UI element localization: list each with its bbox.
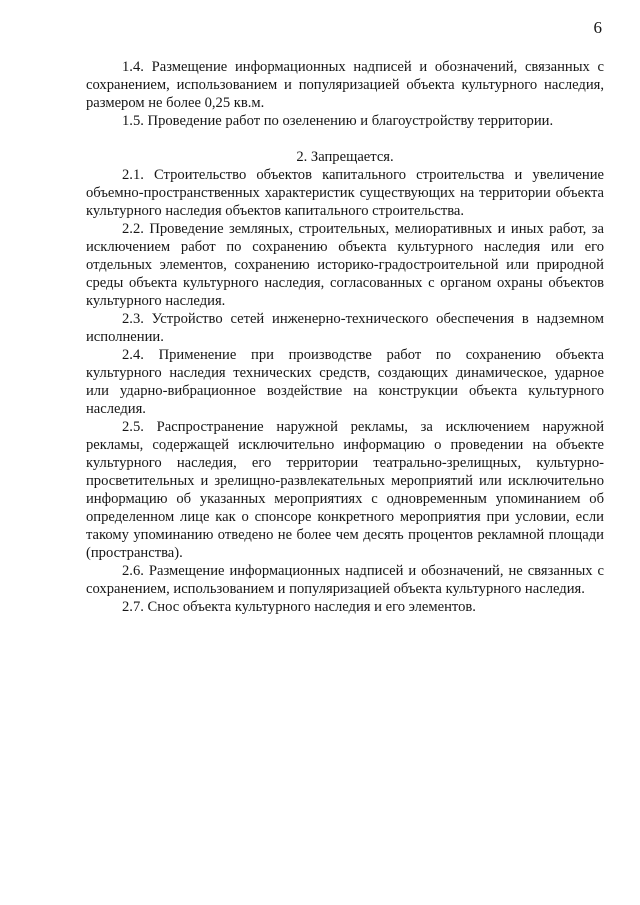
- paragraph-2-4: 2.4. Применение при производстве работ по сохранению объекта культурного наследия технических средств, создающих динамическое, ударное или ударно-вибрационное воздействие на конструкции объекта культурного наследия.: [86, 347, 604, 417]
- document-body: [86, 58, 604, 616]
- paragraph-2-1: 2.1. Строительство объектов капитального строительства и увеличение объемно-пространственных характеристик существующих на территории объекта культурного наследия объектов капитального строительства.: [86, 167, 604, 219]
- paragraph-1-5: 1.5. Проведение работ по озеленению и благоустройству территории.: [122, 113, 554, 129]
- page-number: 6: [593, 18, 602, 37]
- paragraph-2-5: 2.5. Распространение наружной рекламы, за исключением наружной рекламы, содержащей исключительно информацию о проведении на объекте культурного наследия, его территории театрально-зрелищных, культурно-просветительных и зрелищно-развлекательных мероприятий или исключительно информацию об указанных мероприятиях с одновременным упоминанием об определенном лице как о спонсоре конкретного мероприятия при условии, если такому упоминанию отведено не более чем десять процентов рекламной площади (пространства).: [86, 419, 604, 561]
- paragraph-2-2: 2.2. Проведение земляных, строительных, мелиоративных и иных работ, за исключением работ по сохранению объекта культурного наследия или его отдельных элементов, сохранению историко-градостроительной или природной среды объекта культурного наследия, согласованных с органом охраны объектов культурного наследия.: [86, 221, 604, 309]
- paragraph-2-7: 2.7. Снос объекта культурного наследия и его элементов.: [122, 599, 476, 615]
- paragraph-1-4: 1.4. Размещение информационных надписей и обозначений, связанных с сохранением, использованием и популяризацией объекта культурного наследия, размером не более 0,25 кв.м.: [86, 59, 604, 111]
- paragraph-2-3: 2.3. Устройство сетей инженерно-технического обеспечения в надземном исполнении.: [86, 311, 604, 345]
- paragraph-2-6: 2.6. Размещение информационных надписей и обозначений, не связанных с сохранением, использованием и популяризацией объекта культурного наследия.: [86, 563, 604, 597]
- section-heading: 2. Запрещается.: [296, 149, 394, 165]
